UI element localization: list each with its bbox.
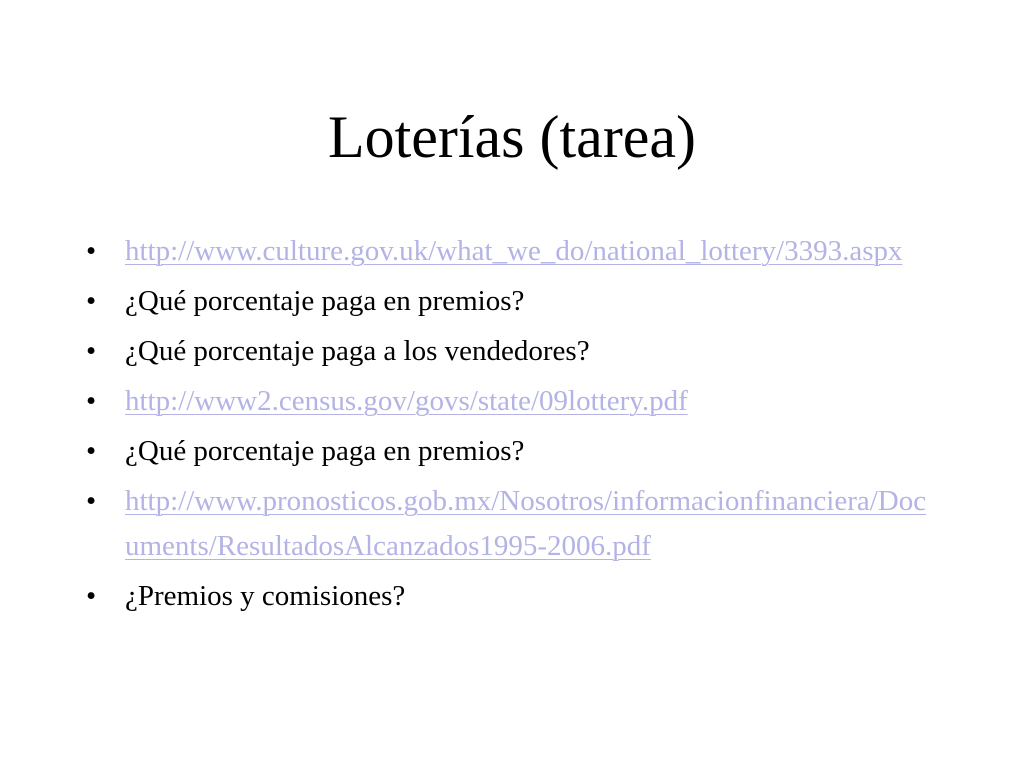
- bullet-icon: •: [86, 285, 97, 317]
- list-item: [0, 279, 1024, 324]
- question-text: ¿Premios y comisiones?: [125, 580, 406, 612]
- list-item: [0, 429, 1024, 474]
- bullet-icon: •: [86, 485, 97, 517]
- list-item: [0, 574, 1024, 619]
- list-item: [0, 379, 1024, 424]
- list-item: [0, 329, 1024, 374]
- bullet-list: [0, 229, 1024, 624]
- bullet-icon: •: [86, 385, 97, 417]
- question-text: ¿Qué porcentaje paga en premios?: [125, 285, 525, 317]
- slide-title: Loterías (tarea): [327, 104, 697, 170]
- bullet-icon: •: [86, 435, 97, 467]
- question-text: ¿Qué porcentaje paga en premios?: [125, 435, 525, 467]
- question-text: ¿Qué porcentaje paga a los vendedores?: [125, 335, 590, 367]
- culture-gov-link[interactable]: http://www.culture.gov.uk/what_we_do/national_lottery/3393.aspx: [125, 235, 903, 267]
- bullet-icon: •: [86, 335, 97, 367]
- census-gov-link[interactable]: http://www2.census.gov/govs/state/09lottery.pdf: [125, 385, 688, 417]
- pronosticos-gob-link[interactable]: http://www.pronosticos.gob.mx/Nosotros/informacionfinanciera/Documents/ResultadosAlcanzados1995-2006.pdf: [125, 485, 927, 562]
- list-item: [0, 479, 1024, 569]
- bullet-icon: •: [86, 235, 97, 267]
- list-item: [0, 229, 1024, 274]
- bullet-icon: •: [86, 580, 97, 612]
